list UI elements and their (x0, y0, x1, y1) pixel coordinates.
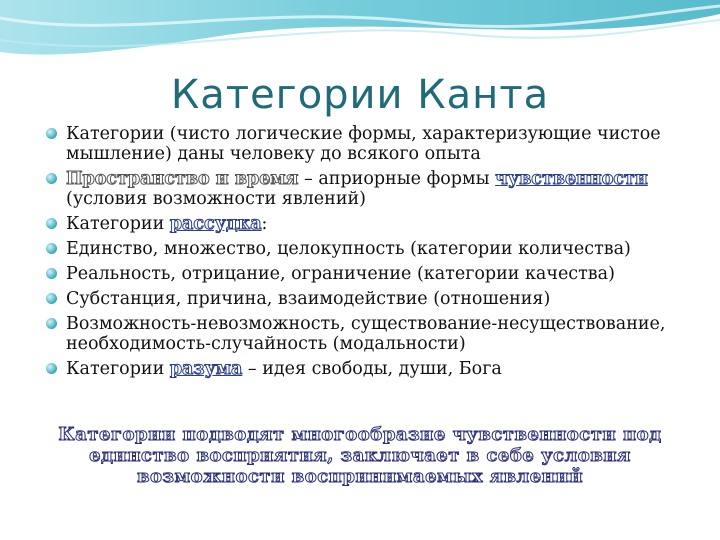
bullet-text: Возможность-невозможность, существование-несуществование, необходимость-случайность (модальности) (66, 314, 666, 354)
bullet-icon (46, 293, 57, 304)
header-wave-decoration (0, 0, 720, 80)
bullet-icon (46, 268, 57, 279)
bullet-icon (46, 363, 57, 374)
bullet-text: : (261, 214, 268, 234)
bullet-item (46, 169, 706, 209)
bullet-item (46, 214, 706, 234)
bullet-text: Субстанция, причина, взаимодействие (отношения) (66, 289, 551, 309)
bullet-icon (46, 128, 57, 139)
term-space-time: Пространство и время (66, 169, 299, 189)
bullet-icon (46, 243, 57, 254)
bullet-text: Категории (66, 214, 170, 234)
term-understanding: рассудка (169, 214, 262, 234)
term-reason: разума (169, 359, 243, 379)
term-sensibility: чувственности (495, 169, 648, 189)
bullet-text: (условия возможности явлений) (66, 189, 366, 209)
bullet-text: – априорные формы (298, 169, 496, 189)
slide-title: Категории Канта (170, 72, 550, 118)
bullet-item (46, 314, 706, 354)
bullet-text: Реальность, отрицание, ограничение (категории качества) (66, 264, 615, 284)
bullet-text: Единство, множество, целокупность (категории количества) (66, 239, 631, 259)
bullet-icon (46, 173, 57, 184)
bullet-list (46, 124, 706, 384)
bullet-text: – идея свободы, души, Бога (242, 359, 502, 379)
bullet-icon (46, 318, 57, 329)
bullet-item (46, 264, 706, 284)
bullet-item (46, 239, 706, 259)
bullet-item (46, 124, 706, 164)
footer-statement: Категории подводят многообразие чувственности под единство восприятия, заключает в себе условия возможности воспринимаемых явлений (58, 424, 662, 487)
bullet-icon (46, 218, 57, 229)
bullet-item (46, 289, 706, 309)
bullet-text: Категории (66, 359, 170, 379)
bullet-item (46, 359, 706, 379)
bullet-text: Категории (чисто логические формы, характеризующие чистое мышление) даны человеку до всякого опыта (66, 124, 661, 164)
